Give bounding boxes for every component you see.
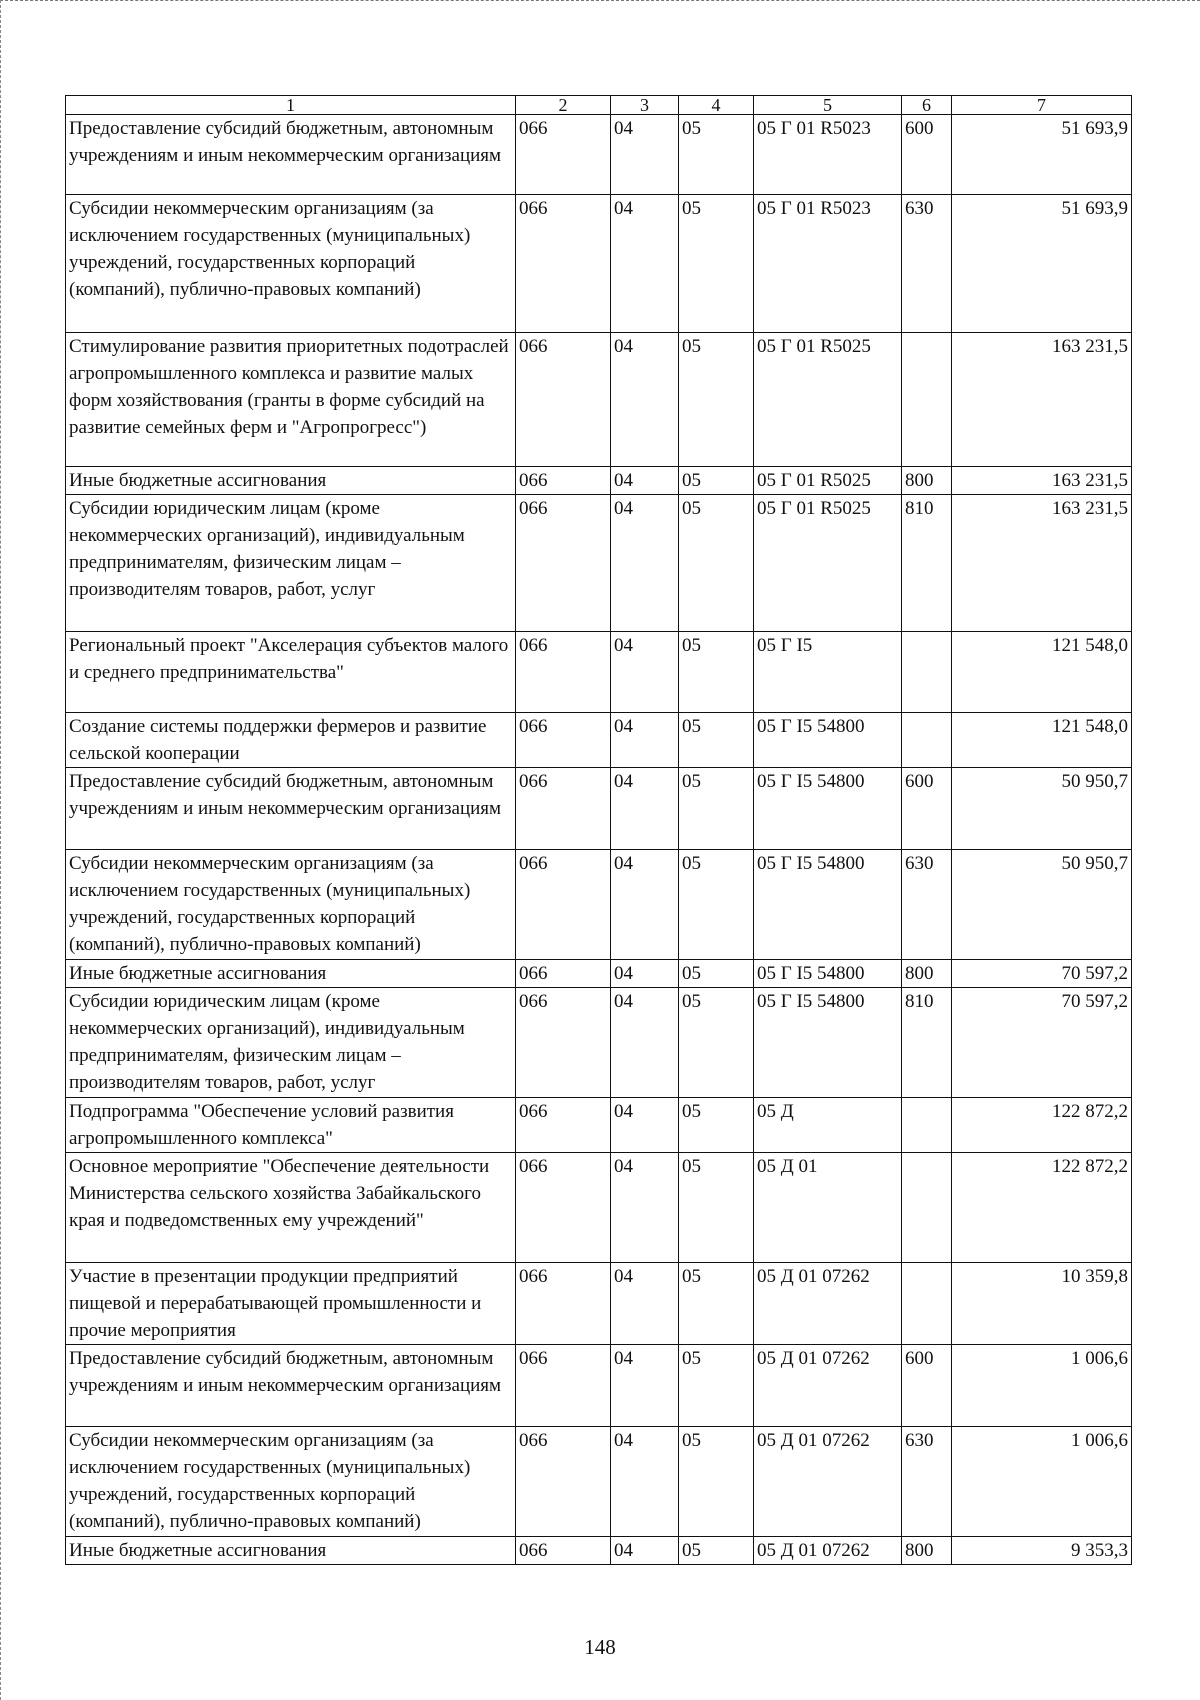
amount: 50 950,7: [952, 768, 1132, 850]
subsection-code: 05: [679, 1263, 754, 1345]
page-number: 148: [584, 1635, 616, 1659]
subsection-code: 05: [679, 195, 754, 333]
admin-code: 066: [516, 1537, 611, 1565]
admin-code: 066: [516, 1345, 611, 1427]
target-code: 05 Г 01 R5025: [754, 467, 902, 495]
expense-type: 800: [902, 1537, 952, 1565]
admin-code: 066: [516, 195, 611, 333]
subsection-code: 05: [679, 115, 754, 195]
amount: 163 231,5: [952, 467, 1132, 495]
item-name: Иные бюджетные ассигнования: [66, 467, 516, 495]
target-code: 05 Д 01 07262: [754, 1537, 902, 1565]
table-row: [66, 960, 1132, 988]
target-code: 05 Г I5 54800: [754, 850, 902, 960]
table-row: [66, 713, 1132, 768]
expense-type: 810: [902, 988, 952, 1098]
section-code: 04: [611, 1427, 679, 1537]
item-name: Участие в презентации продукции предприятий пищевой и перерабатывающей промышленности и прочие мероприятия: [66, 1263, 516, 1345]
expense-type: 800: [902, 467, 952, 495]
column-header: 1: [66, 96, 516, 115]
section-code: 04: [611, 768, 679, 850]
admin-code: 066: [516, 960, 611, 988]
item-name: Создание системы поддержки фермеров и развитие сельской кооперации: [66, 713, 516, 768]
section-code: 04: [611, 988, 679, 1098]
target-code: 05 Г I5 54800: [754, 960, 902, 988]
item-name: Предоставление субсидий бюджетным, автономным учреждениям и иным некоммерческим организациям: [66, 768, 516, 850]
table-row: [66, 1427, 1132, 1537]
item-name: Подпрограмма "Обеспечение условий развития агропромышленного комплекса": [66, 1098, 516, 1153]
target-code: 05 Г 01 R5025: [754, 495, 902, 632]
item-name: Субсидии некоммерческим организациям (за исключением государственных (муниципальных) учреждений, государственных корпораций (компаний), публично-правовых компаний): [66, 195, 516, 333]
budget-table: [65, 95, 1132, 1565]
column-header: 4: [679, 96, 754, 115]
section-code: 04: [611, 1098, 679, 1153]
table-row: [66, 1263, 1132, 1345]
subsection-code: 05: [679, 495, 754, 632]
column-header: 7: [952, 96, 1132, 115]
item-name: Предоставление субсидий бюджетным, автономным учреждениям и иным некоммерческим организациям: [66, 115, 516, 195]
admin-code: 066: [516, 333, 611, 467]
admin-code: 066: [516, 1427, 611, 1537]
amount: 51 693,9: [952, 115, 1132, 195]
amount: 122 872,2: [952, 1153, 1132, 1263]
table-row: [66, 1098, 1132, 1153]
subsection-code: 05: [679, 632, 754, 713]
amount: 121 548,0: [952, 713, 1132, 768]
amount: 163 231,5: [952, 495, 1132, 632]
section-code: 04: [611, 467, 679, 495]
admin-code: 066: [516, 467, 611, 495]
target-code: 05 Д 01: [754, 1153, 902, 1263]
section-code: 04: [611, 1263, 679, 1345]
amount: 10 359,8: [952, 1263, 1132, 1345]
amount: 163 231,5: [952, 333, 1132, 467]
expense-type: [902, 713, 952, 768]
amount: 1 006,6: [952, 1427, 1132, 1537]
subsection-code: 05: [679, 1427, 754, 1537]
amount: 70 597,2: [952, 960, 1132, 988]
section-code: 04: [611, 1345, 679, 1427]
table-row: [66, 467, 1132, 495]
item-name: Субсидии юридическим лицам (кроме некоммерческих организаций), индивидуальным предпринимателям, физическим лицам – производителям товаров, работ, услуг: [66, 495, 516, 632]
subsection-code: 05: [679, 768, 754, 850]
item-name: Стимулирование развития приоритетных подотраслей агропромышленного комплекса и развитие малых форм хозяйствования (гранты в форме субсидий на развитие семейных ферм и "Агропрогресс"): [66, 333, 516, 467]
amount: 122 872,2: [952, 1098, 1132, 1153]
expense-type: [902, 632, 952, 713]
section-code: 04: [611, 1537, 679, 1565]
section-code: 04: [611, 850, 679, 960]
target-code: 05 Г 01 R5023: [754, 115, 902, 195]
admin-code: 066: [516, 1098, 611, 1153]
table-row: [66, 115, 1132, 195]
column-header: 2: [516, 96, 611, 115]
scan-edge-left: [0, 0, 3, 1700]
column-header: 3: [611, 96, 679, 115]
table-row: [66, 988, 1132, 1098]
item-name: Субсидии некоммерческим организациям (за исключением государственных (муниципальных) учреждений, государственных корпораций (компаний), публично-правовых компаний): [66, 850, 516, 960]
expense-type: 600: [902, 115, 952, 195]
target-code: 05 Г 01 R5025: [754, 333, 902, 467]
subsection-code: 05: [679, 850, 754, 960]
section-code: 04: [611, 195, 679, 333]
admin-code: 066: [516, 632, 611, 713]
scan-edge-top: [0, 0, 1200, 3]
section-code: 04: [611, 115, 679, 195]
section-code: 04: [611, 1153, 679, 1263]
admin-code: 066: [516, 495, 611, 632]
table-row: [66, 495, 1132, 632]
admin-code: 066: [516, 713, 611, 768]
table-row: [66, 1345, 1132, 1427]
expense-type: 810: [902, 495, 952, 632]
amount: 9 353,3: [952, 1537, 1132, 1565]
table-row: [66, 768, 1132, 850]
subsection-code: 05: [679, 960, 754, 988]
item-name: Иные бюджетные ассигнования: [66, 1537, 516, 1565]
target-code: 05 Г I5 54800: [754, 768, 902, 850]
table-row: [66, 195, 1132, 333]
section-code: 04: [611, 713, 679, 768]
admin-code: 066: [516, 768, 611, 850]
column-header: 5: [754, 96, 902, 115]
admin-code: 066: [516, 850, 611, 960]
subsection-code: 05: [679, 1153, 754, 1263]
table-row: [66, 632, 1132, 713]
expense-type: [902, 333, 952, 467]
subsection-code: 05: [679, 333, 754, 467]
table-row: [66, 850, 1132, 960]
item-name: Иные бюджетные ассигнования: [66, 960, 516, 988]
subsection-code: 05: [679, 1537, 754, 1565]
item-name: Основное мероприятие "Обеспечение деятельности Министерства сельского хозяйства Забайкальского края и подведомственных ему учреждений": [66, 1153, 516, 1263]
subsection-code: 05: [679, 713, 754, 768]
target-code: 05 Д 01 07262: [754, 1345, 902, 1427]
expense-type: 630: [902, 1427, 952, 1537]
admin-code: 066: [516, 115, 611, 195]
item-name: Субсидии некоммерческим организациям (за исключением государственных (муниципальных) учреждений, государственных корпораций (компаний), публично-правовых компаний): [66, 1427, 516, 1537]
target-code: 05 Г I5 54800: [754, 988, 902, 1098]
table-row: [66, 333, 1132, 467]
section-code: 04: [611, 960, 679, 988]
section-code: 04: [611, 495, 679, 632]
amount: 121 548,0: [952, 632, 1132, 713]
admin-code: 066: [516, 1263, 611, 1345]
admin-code: 066: [516, 988, 611, 1098]
target-code: 05 Г 01 R5023: [754, 195, 902, 333]
section-code: 04: [611, 632, 679, 713]
target-code: 05 Д 01 07262: [754, 1263, 902, 1345]
expense-type: [902, 1098, 952, 1153]
amount: 50 950,7: [952, 850, 1132, 960]
target-code: 05 Д 01 07262: [754, 1427, 902, 1537]
subsection-code: 05: [679, 988, 754, 1098]
expense-type: [902, 1263, 952, 1345]
subsection-code: 05: [679, 1345, 754, 1427]
admin-code: 066: [516, 1153, 611, 1263]
table-row: [66, 1537, 1132, 1565]
amount: 51 693,9: [952, 195, 1132, 333]
target-code: 05 Г I5 54800: [754, 713, 902, 768]
item-name: Субсидии юридическим лицам (кроме некоммерческих организаций), индивидуальным предпринимателям, физическим лицам – производителям товаров, работ, услуг: [66, 988, 516, 1098]
header-row: [66, 96, 1132, 115]
subsection-code: 05: [679, 1098, 754, 1153]
target-code: 05 Г I5: [754, 632, 902, 713]
expense-type: 600: [902, 768, 952, 850]
item-name: Региональный проект "Акселерация субъектов малого и среднего предпринимательства": [66, 632, 516, 713]
expense-type: [902, 1153, 952, 1263]
item-name: Предоставление субсидий бюджетным, автономным учреждениям и иным некоммерческим организациям: [66, 1345, 516, 1427]
subsection-code: 05: [679, 467, 754, 495]
table-row: [66, 1153, 1132, 1263]
amount: 1 006,6: [952, 1345, 1132, 1427]
target-code: 05 Д: [754, 1098, 902, 1153]
section-code: 04: [611, 333, 679, 467]
column-header: 6: [902, 96, 952, 115]
expense-type: 800: [902, 960, 952, 988]
expense-type: 630: [902, 850, 952, 960]
expense-type: 600: [902, 1345, 952, 1427]
expense-type: 630: [902, 195, 952, 333]
amount: 70 597,2: [952, 988, 1132, 1098]
